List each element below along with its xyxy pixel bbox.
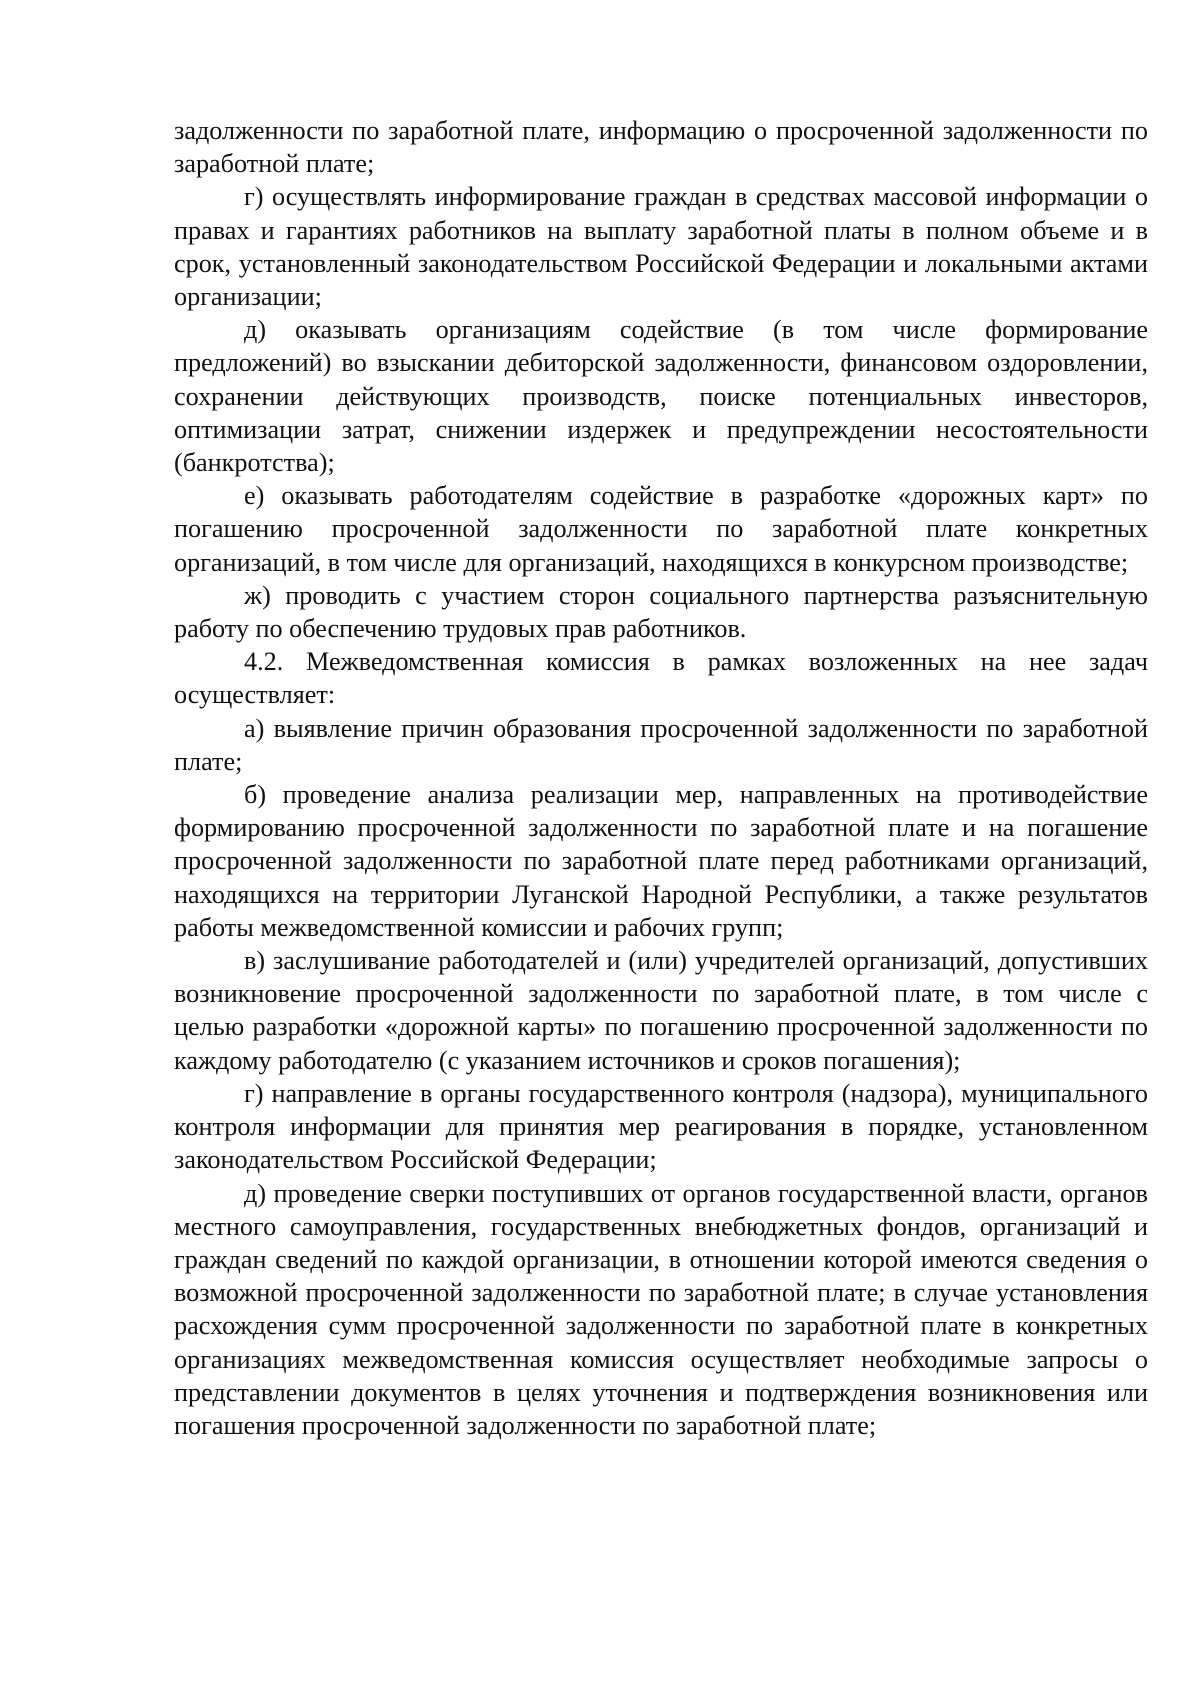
paragraph-continuation: задолженности по заработной плате, информацию о просроченной задолженности по заработной плате;	[174, 116, 1148, 179]
paragraph-item-g-2: г) направление в органы государственного контроля (надзора), муниципального контроля информации для принятия мер реагирования в порядке, установленном законодательством Российской Федерации;	[174, 1078, 1148, 1175]
paragraph-item-b: б) проведение анализа реализации мер, направленных на противодействие формированию просроченной задолженности по заработной плате и на погашение просроченной задолженности по заработной плате перед работниками организаций, находящихся на территории Луганской Народной Республики, а также результатов работы межведомственной комиссии и рабочих групп;	[174, 780, 1148, 942]
paragraph-section-4-2: 4.2. Межведомственная комиссия в рамках возложенных на нее задач осуществляет:	[174, 647, 1148, 710]
paragraph-item-e: е) оказывать работодателям содействие в разработке «дорожных карт» по погашению просроченной задолженности по заработной плате конкретных организаций, в том числе для организаций, находящихся в конкурсном производстве;	[174, 481, 1148, 577]
paragraph-item-d: д) оказывать организациям содействие (в том числе формирование предложений) во взыскании дебиторской задолженности, финансовом оздоровлении, сохранении действующих производств, поиске потенциальных инвесторов, оптимизации затрат, снижении издержек и предупреждении несостоятельности (банкротства);	[174, 315, 1148, 478]
paragraph-item-v: в) заслушивание работодателей и (или) учредителей организаций, допустивших возникновение просроченной задолженности по заработной плате, в том числе с целью разработки «дорожной карты» по погашению просроченной задолженности по каждому работодателю (с указанием источников и сроков погашения);	[174, 946, 1148, 1075]
paragraph-item-zh: ж) проводить с участием сторон социального партнерства разъяснительную работу по обеспечению трудовых прав работников.	[174, 580, 1148, 644]
document-page	[174, 114, 1148, 1442]
paragraph-item-a: а) выявление причин образования просроченной задолженности по заработной плате;	[174, 713, 1148, 776]
paragraph-item-g: г) осуществлять информирование граждан в средствах массовой информации о правах и гарантиях работников на выплату заработной платы в полном объеме и в срок, установленный законодательством Российской Федерации и локальными актами организации;	[174, 182, 1148, 312]
paragraph-item-d-2: д) проведение сверки поступивших от органов государственной власти, органов местного самоуправления, государственных внебюджетных фондов, организаций и граждан сведений по каждой организации, в отношении которой имеются сведения о возможной просроченной задолженности по заработной плате; в случае установления расхождения сумм просроченной задолженности по заработной плате в конкретных организациях межведомственная комиссия осуществляет необходимые запросы о представлении документов в целях уточнения и подтверждения возникновения или погашения просроченной задолженности по заработной плате;	[174, 1178, 1148, 1440]
